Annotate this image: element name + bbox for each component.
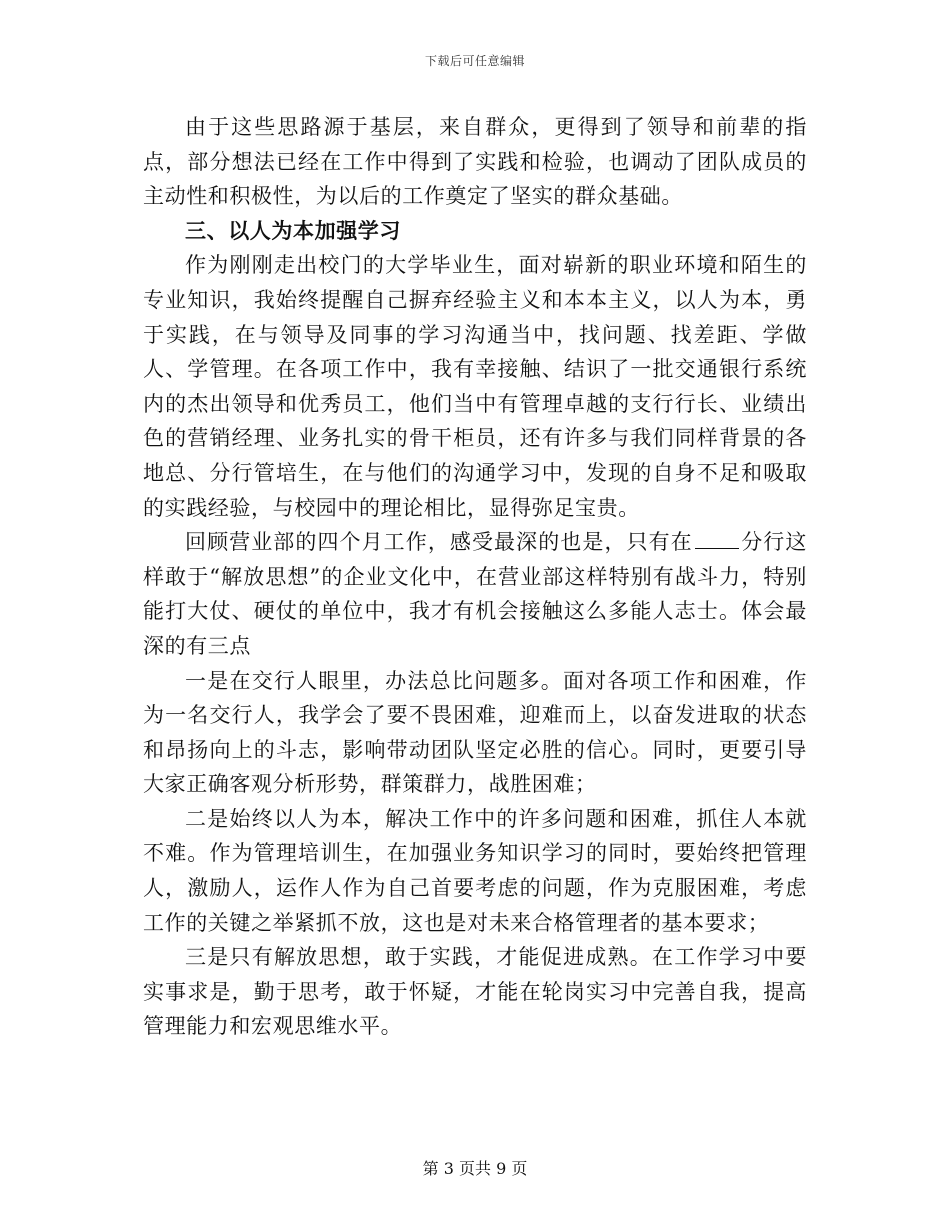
paragraph-3-part-1: 回顾营业部的四个月工作，感受最深的也是，只有在 bbox=[185, 530, 693, 555]
paragraph-3-part-2: 分行这样敢于“解放思想”的企业文化中，在营业部这样特别有战斗力，特别能打大仗、硬仗的单位中，我才有机会接触这么多能人志士。体会最深的有三点 bbox=[143, 530, 807, 658]
paragraph-5: 二是始终以人为本，解决工作中的许多问题和困难，抓住人本就不难。作为管理培训生，在加强业务知识学习的同时，要始终把管理人，激励人，运作人作为自己首要考虑的问题，作为克服困难，考虑工作的关键之举紧抓不放，这也是对未来合格管理者的基本要求； bbox=[143, 806, 807, 935]
document-body bbox=[143, 110, 807, 1044]
page-header: 下载后可任意编辑 bbox=[424, 54, 525, 68]
paragraph-3 bbox=[143, 525, 807, 663]
paragraph-4: 一是在交行人眼里，办法总比问题多。面对各项工作和困难，作为一名交行人，我学会了要不畏困难，迎难而上，以奋发进取的状态和昂扬向上的斗志，影响带动团队坚定必胜的信心。同时，更要引导大家正确客观分析形势，群策群力，战胜困难； bbox=[143, 668, 807, 797]
page-footer: 第 3 页共 9 页 bbox=[422, 1159, 528, 1178]
section-heading-3: 三、以人为本加强学习 bbox=[185, 217, 401, 243]
paragraph-1: 由于这些思路源于基层，来自群众，更得到了领导和前辈的指点，部分想法已经在工作中得到了实践和检验，也调动了团队成员的主动性和积极性，为以后的工作奠定了坚实的群众基础。 bbox=[143, 115, 807, 209]
fill-in-blank bbox=[695, 530, 739, 549]
paragraph-6: 三是只有解放思想，敢于实践，才能促进成熟。在工作学习中要实事求是，勤于思考，敢于怀疑，才能在轮岗实习中完善自我，提高管理能力和宏观思维水平。 bbox=[143, 945, 807, 1039]
paragraph-2: 作为刚刚走出校门的大学毕业生，面对崭新的职业环境和陌生的专业知识，我始终提醒自己摒弃经验主义和本本主义，以人为本，勇于实践，在与领导及同事的学习沟通当中，找问题、找差距、学做人、学管理。在各项工作中，我有幸接触、结识了一批交通银行系统内的杰出领导和优秀员工，他们当中有管理卓越的支行行长、业绩出色的营销经理、业务扎实的骨干柜员，还有许多与我们同样背景的各地总、分行管培生，在与他们的沟通学习中，发现的自身不足和吸取的实践经验，与校园中的理论相比，显得弥足宝贵。 bbox=[143, 253, 807, 520]
